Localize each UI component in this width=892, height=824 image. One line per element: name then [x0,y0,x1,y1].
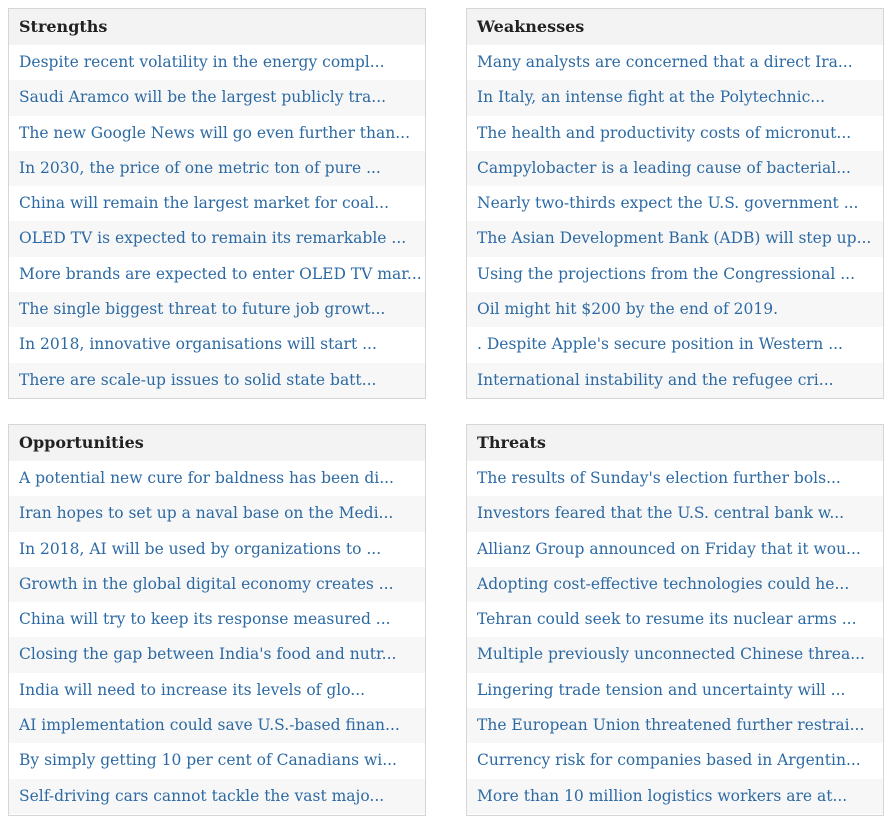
opportunities-item-10[interactable]: Self-driving cars cannot tackle the vast majo... [9,779,425,814]
strengths-item-10[interactable]: There are scale-up issues to solid state batt... [9,363,425,398]
strengths-item-8[interactable]: The single biggest threat to future job growt... [9,292,425,327]
threats-title: Threats [467,425,883,461]
weaknesses-item-7[interactable]: Using the projections from the Congressional ... [467,257,883,292]
weaknesses-item-4[interactable]: Campylobacter is a leading cause of bacterial... [467,151,883,186]
opportunities-item-4[interactable]: Growth in the global digital economy creates ... [9,567,425,602]
threats-item-7[interactable]: Lingering trade tension and uncertainty will ... [467,673,883,708]
strengths-item-6[interactable]: OLED TV is expected to remain its remarkable ... [9,221,425,256]
strengths-item-5[interactable]: China will remain the largest market for coal... [9,186,425,221]
weaknesses-panel [466,8,884,399]
strengths-item-4[interactable]: In 2030, the price of one metric ton of pure ... [9,151,425,186]
strengths-item-1[interactable]: Despite recent volatility in the energy compl... [9,45,425,80]
opportunities-item-5[interactable]: China will try to keep its response measured ... [9,602,425,637]
opportunities-item-1[interactable]: A potential new cure for baldness has been di... [9,461,425,496]
threats-item-3[interactable]: Allianz Group announced on Friday that it wou... [467,532,883,567]
threats-item-5[interactable]: Tehran could seek to resume its nuclear arms ... [467,602,883,637]
weaknesses-item-6[interactable]: The Asian Development Bank (ADB) will step up... [467,221,883,256]
weaknesses-title: Weaknesses [467,9,883,45]
weaknesses-item-1[interactable]: Many analysts are concerned that a direct Ira... [467,45,883,80]
weaknesses-item-8[interactable]: Oil might hit $200 by the end of 2019. [467,292,883,327]
threats-item-6[interactable]: Multiple previously unconnected Chinese threa... [467,637,883,672]
threats-item-4[interactable]: Adopting cost-effective technologies could he... [467,567,883,602]
threats-item-1[interactable]: The results of Sunday's election further bols... [467,461,883,496]
opportunities-item-8[interactable]: AI implementation could save U.S.-based finan... [9,708,425,743]
strengths-item-7[interactable]: More brands are expected to enter OLED TV mar... [9,257,425,292]
threats-item-10[interactable]: More than 10 million logistics workers are at... [467,779,883,814]
weaknesses-item-10[interactable]: International instability and the refugee cri... [467,363,883,398]
opportunities-item-9[interactable]: By simply getting 10 per cent of Canadians wi... [9,743,425,778]
opportunities-item-6[interactable]: Closing the gap between India's food and nutr... [9,637,425,672]
threats-item-2[interactable]: Investors feared that the U.S. central bank w... [467,496,883,531]
weaknesses-item-2[interactable]: In Italy, an intense fight at the Polytechnic... [467,80,883,115]
weaknesses-item-9[interactable]: . Despite Apple's secure position in Western ... [467,327,883,362]
threats-panel [466,424,884,816]
strengths-item-2[interactable]: Saudi Aramco will be the largest publicly tra... [9,80,425,115]
strengths-panel [8,8,426,399]
threats-item-8[interactable]: The European Union threatened further restrai... [467,708,883,743]
opportunities-item-7[interactable]: India will need to increase its levels of glo... [9,673,425,708]
strengths-item-9[interactable]: In 2018, innovative organisations will start ... [9,327,425,362]
threats-item-9[interactable]: Currency risk for companies based in Argentin... [467,743,883,778]
strengths-item-3[interactable]: The new Google News will go even further than... [9,116,425,151]
opportunities-title: Opportunities [9,425,425,461]
weaknesses-item-3[interactable]: The health and productivity costs of micronut... [467,116,883,151]
opportunities-item-2[interactable]: Iran hopes to set up a naval base on the Medi... [9,496,425,531]
opportunities-panel [8,424,426,816]
strengths-title: Strengths [9,9,425,45]
weaknesses-item-5[interactable]: Nearly two-thirds expect the U.S. government ... [467,186,883,221]
opportunities-item-3[interactable]: In 2018, AI will be used by organizations to ... [9,532,425,567]
